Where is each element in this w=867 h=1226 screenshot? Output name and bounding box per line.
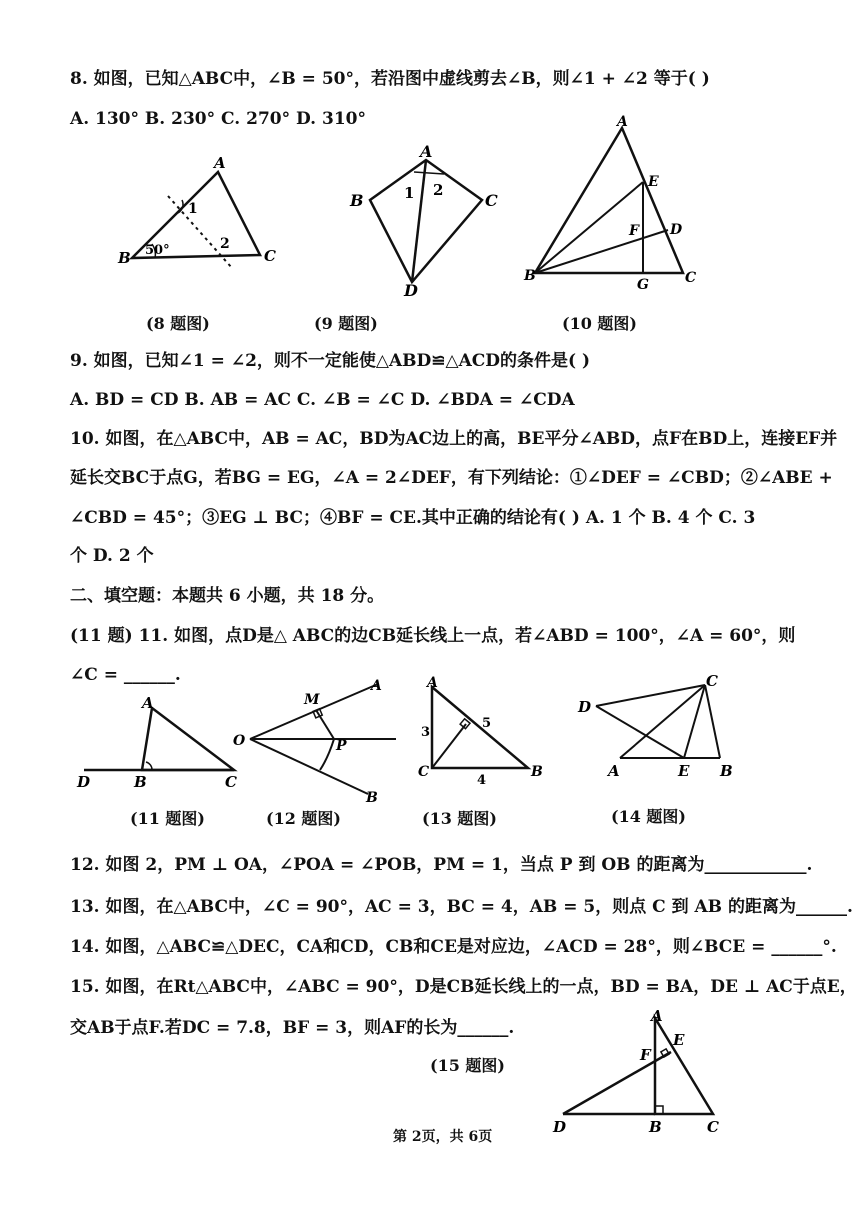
label-a: A bbox=[617, 114, 628, 130]
caption-fig12: (12 题图) bbox=[266, 809, 341, 828]
caption-fig15: (15 题图) bbox=[430, 1056, 505, 1075]
q8-stem: 8. 如图，已知△ABC中，∠B = 50°，若沿图中虚线剪去∠B，则∠1 + ∠2 等于( ) bbox=[70, 69, 710, 89]
segment-cb bbox=[705, 685, 720, 758]
q12-stem: 12. 如图 2，PM ⊥ OA，∠POA = ∠POB，PM = 1，当点 P 到 OB 的距离为____________. bbox=[70, 855, 813, 875]
label-d: D bbox=[553, 1118, 567, 1136]
label-b: B bbox=[649, 1118, 662, 1136]
label-d: D bbox=[578, 698, 592, 716]
label-50: 50° bbox=[145, 243, 170, 258]
caption-fig13: (13 题图) bbox=[422, 809, 497, 828]
label-b: B bbox=[366, 790, 378, 806]
q13-stem: 13. 如图，在△ABC中，∠C = 90°，AC = 3，BC = 4，AB = 5，则点 C 到 AB 的距离为______. bbox=[70, 897, 853, 917]
label-d: D bbox=[670, 222, 683, 238]
label-4: 4 bbox=[477, 773, 487, 787]
label-a: A bbox=[420, 142, 433, 161]
q8-options: A. 130° B. 230° C. 270° D. 310° bbox=[70, 109, 366, 129]
label-a: A bbox=[371, 678, 382, 694]
q11-line1: (11 题) 11. 如图，点D是△ ABC的边CB延长线上一点，若∠ABD = 100°，∠A = 60°，则 bbox=[70, 626, 796, 646]
figure-14 bbox=[570, 668, 745, 783]
figure-10 bbox=[520, 110, 705, 300]
label-c: C bbox=[418, 764, 430, 780]
label-o: O bbox=[233, 733, 246, 749]
segment-bd bbox=[535, 230, 668, 273]
label-2: 2 bbox=[220, 236, 230, 252]
figure-9 bbox=[340, 140, 510, 300]
label-d: D bbox=[77, 773, 91, 791]
triangle-abc bbox=[535, 128, 683, 273]
q14-stem: 14. 如图，△ABC≌△DEC，CA和CD，CB和CE是对应边，∠ACD = 28°，则∠BCE = ______°. bbox=[70, 937, 837, 957]
label-a: A bbox=[142, 694, 154, 712]
label-b: B bbox=[134, 773, 147, 791]
caption-fig8: (8 题图) bbox=[146, 314, 210, 333]
q10-line1: 10. 如图，在△ABC中，AB = AC，BD为AC边上的高，BE平分∠ABD，点F在BD上，连接EF并 bbox=[70, 429, 838, 449]
label-b: B bbox=[350, 191, 364, 210]
segment-be bbox=[535, 182, 643, 273]
segment-ec bbox=[684, 685, 705, 758]
figure-12 bbox=[228, 672, 398, 807]
triangle-abc bbox=[432, 687, 528, 768]
label-3: 3 bbox=[421, 725, 431, 740]
segment-dc bbox=[596, 685, 705, 706]
label-p: P bbox=[336, 738, 347, 754]
figure-15 bbox=[545, 1008, 735, 1138]
label-d: D bbox=[404, 281, 418, 300]
label-f: F bbox=[629, 223, 639, 239]
label-a: A bbox=[427, 675, 438, 691]
label-g: G bbox=[637, 277, 649, 293]
q9-options: A. BD = CD B. AB = AC C. ∠B = ∠C D. ∠BDA = ∠CDA bbox=[70, 390, 575, 410]
label-e: E bbox=[673, 1031, 685, 1049]
caption-fig10: (10 题图) bbox=[562, 314, 637, 333]
segment-ac bbox=[620, 685, 705, 758]
altitude-cd bbox=[432, 724, 466, 768]
q15-line1: 15. 如图，在Rt△ABC中，∠ABC = 90°，D是CB延长线上的一点，BD = BA，DE ⊥ AC于点E， bbox=[70, 977, 857, 997]
caption-fig14: (14 题图) bbox=[611, 807, 686, 826]
angle-marks bbox=[414, 172, 444, 174]
caption-fig11: (11 题图) bbox=[130, 809, 205, 828]
label-c: C bbox=[225, 773, 237, 791]
label-e: E bbox=[678, 762, 690, 780]
label-f: F bbox=[640, 1046, 651, 1064]
q10-line3: ∠CBD = 45°；③EG ⊥ BC；④BF = CE.其中正确的结论有( ) A. 1 个 B. 4 个 C. 3 bbox=[70, 508, 756, 528]
label-1: 1 bbox=[404, 184, 415, 202]
label-c: C bbox=[685, 270, 697, 286]
label-e: E bbox=[648, 174, 659, 190]
label-a: A bbox=[214, 154, 226, 172]
ray-ob bbox=[250, 739, 368, 794]
segment-ad bbox=[412, 160, 426, 282]
label-a: A bbox=[608, 762, 620, 780]
section-title: 二、填空题：本题共 6 小题，共 18 分。 bbox=[70, 586, 385, 606]
label-a: A bbox=[651, 1008, 663, 1025]
label-m: M bbox=[304, 692, 320, 708]
label-2: 2 bbox=[433, 181, 444, 199]
label-b: B bbox=[118, 249, 131, 267]
segment-p-ob bbox=[320, 739, 334, 770]
q10-line4: 个 D. 2 个 bbox=[70, 546, 154, 566]
label-c: C bbox=[485, 191, 498, 210]
q9-stem: 9. 如图，已知∠1 = ∠2，则不一定能使△ABD≌△ACD的条件是( ) bbox=[70, 351, 591, 371]
triangle-abc bbox=[142, 708, 234, 770]
figure-13 bbox=[410, 672, 555, 787]
figure-8 bbox=[110, 150, 285, 270]
label-b: B bbox=[720, 762, 733, 780]
q11-line2: ∠C = ______. bbox=[70, 665, 181, 685]
caption-fig9: (9 题图) bbox=[314, 314, 378, 333]
q10-line2: 延长交BC于点G，若BG = EG，∠A = 2∠DEF，有下列结论：①∠DEF = ∠CBD；②∠ABE + bbox=[70, 468, 833, 488]
label-c: C bbox=[706, 672, 718, 690]
segment-pm bbox=[316, 710, 334, 739]
label-b: B bbox=[531, 764, 543, 780]
label-c: C bbox=[707, 1118, 719, 1136]
label-5: 5 bbox=[482, 716, 492, 731]
label-c: C bbox=[264, 247, 276, 265]
label-b: B bbox=[524, 268, 536, 284]
page-footer: 第 2页，共 6页 bbox=[393, 1129, 493, 1145]
quadrilateral-abdc bbox=[370, 160, 482, 282]
label-1: 1 bbox=[188, 201, 198, 217]
figure-11 bbox=[72, 690, 242, 795]
q15-line2: 交AB于点F.若DC = 7.8，BF = 3，则AF的长为______. bbox=[70, 1018, 515, 1038]
